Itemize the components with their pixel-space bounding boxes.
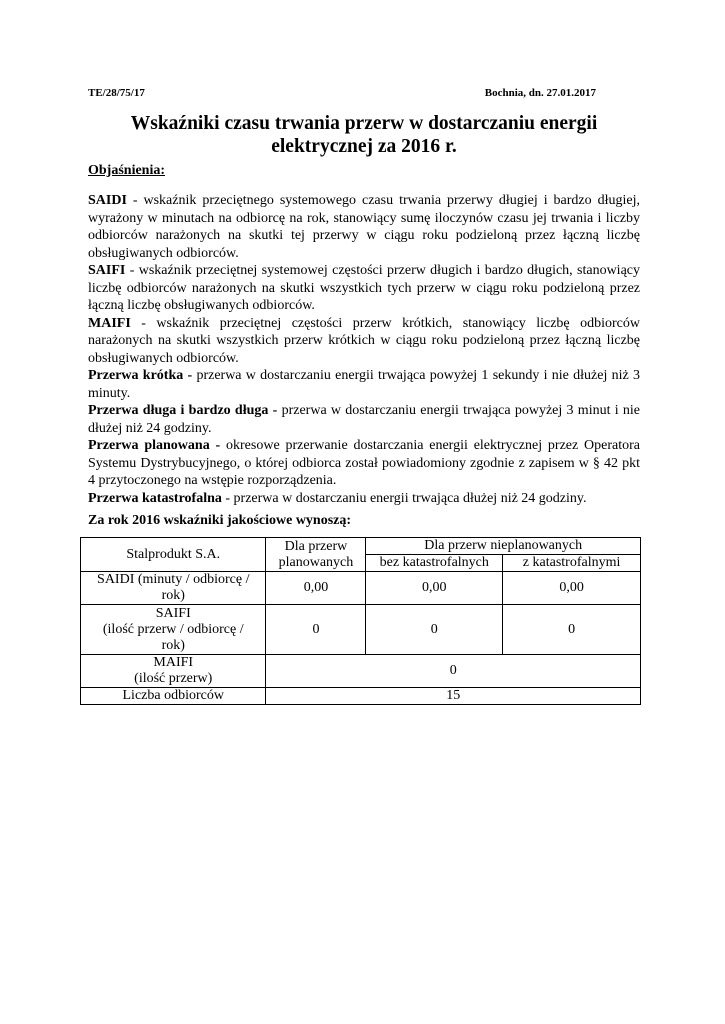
customers-value: 15 [266, 688, 641, 705]
maifi-label-line-2: (ilość przerw) [134, 671, 213, 686]
planned-column-header [266, 538, 366, 572]
planned-header-line-1: Dla przerw [284, 538, 348, 554]
explanations-heading: Objaśnienia: [88, 163, 166, 178]
with-catastrophic-header: z katastrofalnymi [503, 555, 641, 572]
without-catastrophic-header: bez katastrofalnych [366, 555, 503, 572]
definition-planned-interruption [88, 437, 640, 490]
company-name-cell [81, 538, 266, 572]
definition-text: okresowe przerwanie dostarczania energii elektrycznej przez Operatora Systemu Dystrybucyjnego, o której odbiorca został powiadomiony zgodnie z zapisem w § 42 pkt 4 przytoczonego na wstępie rozporządzenia. [88, 438, 640, 488]
saidi-label-line-2: rok) [161, 588, 185, 603]
definition-text: - przerwa w dostarczaniu energii trwająca dłużej niż 24 godziny. [221, 490, 587, 506]
table-row-saidi [81, 572, 641, 605]
saidi-label-line-1: SAIDI (minuty / odbiorcę / [97, 572, 250, 587]
definition-saifi [88, 262, 640, 315]
definition-term: MAIFI [88, 315, 131, 331]
saidi-without-catastrophic-value: 0,00 [366, 572, 503, 605]
definition-term: Przerwa długa i bardzo długa - [88, 403, 278, 418]
unplanned-column-header: Dla przerw nieplanowanych [366, 538, 641, 555]
definitions-list [88, 192, 640, 507]
saifi-planned-value: 0 [266, 605, 366, 655]
planned-header-line-2: planowanych [278, 554, 354, 570]
table-header-row [81, 538, 641, 555]
definition-saidi [88, 192, 640, 262]
table-row-maifi [81, 655, 641, 688]
definition-term: Przerwa krótka - [88, 368, 193, 383]
table-row-saifi [81, 605, 641, 655]
results-heading: Za rok 2016 wskaźniki jakościowe wynoszą: [88, 513, 352, 528]
saidi-planned-value: 0,00 [266, 572, 366, 605]
definition-catastrophic-interruption [88, 490, 640, 508]
saifi-with-catastrophic-value: 0 [503, 605, 641, 655]
saifi-label [81, 605, 266, 655]
saifi-label-line-2: (ilość przerw / odbiorcę / [102, 621, 244, 637]
page-title [88, 112, 640, 158]
definition-maifi [88, 315, 640, 368]
document-header [88, 87, 596, 103]
definition-term: Przerwa planowana - [88, 438, 221, 453]
definition-short-interruption [88, 367, 640, 402]
saifi-label-line-1: SAIFI [155, 605, 191, 621]
customers-label: Liczba odbiorców [81, 688, 266, 705]
definition-term: SAIDI [88, 193, 127, 208]
saifi-without-catastrophic-value: 0 [366, 605, 503, 655]
saidi-label [81, 572, 266, 605]
maifi-label-line-1: MAIFI [153, 655, 194, 670]
definition-text: - wskaźnik przeciętnej częstości przerw krótkich, stanowiący liczbę odbiorców narażonych na skutki wszystkich przerw krótkich w ciągu roku podzieloną przez łączną liczbę obsługiwanych odbiorców. [88, 315, 640, 366]
definition-text: przerwa w dostarczaniu energii trwająca powyżej 1 sekundy i nie dłużej niż 3 minuty. [88, 368, 640, 401]
definition-text: - wskaźnik przeciętnego systemowego czasu trwania przerwy długiej i bardzo długiej, wyrażony w minutach na odbiorcę na rok, stanowiący sumę iloczynów czasu jej trwania i liczby odbiorców narażonych na skutki tej przerwy w ciągu roku podzieloną przez łączną liczbę obsługiwanych odbiorców. [88, 193, 640, 261]
company-name: Stalprodukt S.A. [126, 546, 221, 562]
title-line-2: elektrycznej za 2016 r. [271, 136, 457, 157]
definition-long-interruption [88, 402, 640, 437]
saifi-label-line-3: rok) [161, 637, 185, 653]
place-and-date: Bochnia, dn. 27.01.2017 [484, 87, 596, 99]
document-reference: TE/28/75/17 [88, 87, 145, 99]
table-row-customers [81, 688, 641, 705]
definition-term: SAIFI [88, 263, 126, 278]
definition-term: Przerwa katastrofalna [88, 490, 222, 506]
quality-indicators-table [80, 537, 641, 705]
definition-text: przerwa w dostarczaniu energii trwająca powyżej 3 minut i nie dłużej niż 24 godziny. [88, 403, 640, 436]
maifi-value: 0 [266, 655, 641, 688]
maifi-label [81, 655, 266, 688]
saidi-with-catastrophic-value: 0,00 [503, 572, 641, 605]
title-line-1: Wskaźniki czasu trwania przerw w dostarczaniu energii [130, 113, 598, 134]
definition-text: - wskaźnik przeciętnej systemowej częstości przerw długich i bardzo długich, stanowiący liczbę odbiorców narażonych na skutki wszystkich tych przerw w ciągu roku podzieloną przez łączną liczbę obsługiwanych odbiorców. [88, 263, 640, 313]
